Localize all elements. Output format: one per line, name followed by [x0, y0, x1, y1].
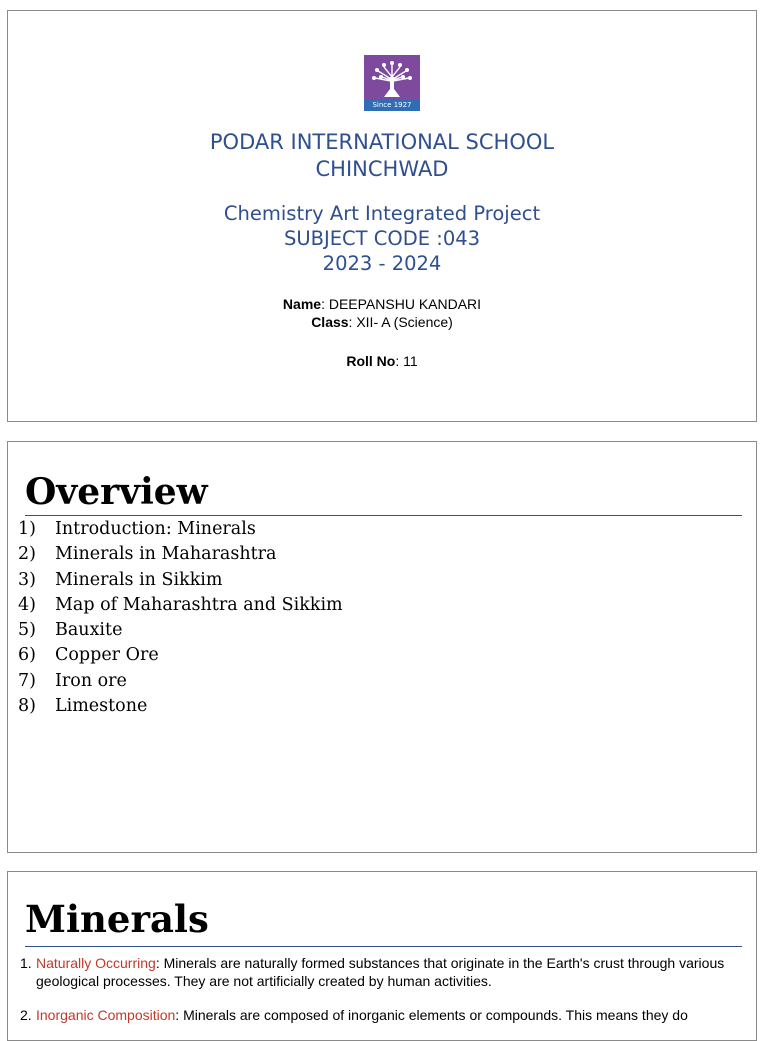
- item-text: Bauxite: [55, 620, 123, 641]
- item-number: 5): [18, 620, 36, 641]
- overview-item: [18, 643, 343, 668]
- overview-slide: [7, 441, 757, 853]
- minerals-points: [18, 954, 738, 1040]
- class-label: Class: [311, 314, 349, 330]
- overview-item: [18, 669, 343, 694]
- overview-item: [18, 517, 343, 542]
- name-label: Name: [282, 296, 322, 312]
- mineral-point: [18, 954, 738, 990]
- overview-item: [18, 618, 343, 643]
- point-number: 2.: [20, 1007, 32, 1023]
- point-term: Naturally Occurring: [36, 955, 156, 971]
- class-value: : XII- A (Science): [348, 314, 453, 330]
- project-title: Chemistry Art Integrated Project: [223, 202, 541, 225]
- roll-label: Roll No: [346, 353, 396, 369]
- item-number: 1): [18, 519, 36, 539]
- item-number: 8): [18, 696, 36, 717]
- item-text: Minerals in Maharashtra: [55, 544, 277, 565]
- item-number: 3): [18, 569, 36, 590]
- tree-icon: [364, 55, 420, 99]
- roll-value: : 11: [395, 353, 418, 369]
- student-name: [8, 295, 756, 313]
- item-text: Limestone: [55, 696, 148, 717]
- item-text: Minerals in Sikkim: [55, 569, 223, 590]
- school-name-line1: PODAR INTERNATIONAL SCHOOL: [209, 130, 555, 154]
- student-roll: [8, 352, 756, 370]
- overview-item: [18, 568, 343, 593]
- academic-year: 2023 - 2024: [322, 252, 442, 275]
- item-text: Map of Maharashtra and Sikkim: [55, 594, 343, 615]
- title-slide: [7, 10, 757, 422]
- point-number: 1.: [20, 955, 32, 971]
- name-value: : DEEPANSHU KANDARI: [321, 296, 482, 312]
- point-text: : Minerals are composed of inorganic elements or compounds. This means they do: [175, 1007, 688, 1023]
- overview-title: Overview: [25, 471, 208, 513]
- school-name-line2: CHINCHWAD: [315, 157, 449, 181]
- school-logo: [364, 55, 420, 111]
- item-text: Copper Ore: [55, 645, 159, 666]
- item-number: 4): [18, 594, 36, 615]
- overview-item: [18, 694, 343, 719]
- minerals-title: Minerals: [25, 897, 209, 941]
- title-divider: [25, 946, 742, 947]
- item-number: 2): [18, 544, 36, 565]
- point-term: Inorganic Composition: [36, 1007, 176, 1023]
- school-name: [8, 129, 756, 183]
- mineral-point: [18, 1006, 738, 1024]
- overview-list: [18, 517, 343, 719]
- item-number: 6): [18, 645, 36, 666]
- project-info: [8, 201, 756, 276]
- overview-item: [18, 593, 343, 618]
- overview-item: [18, 542, 343, 567]
- minerals-slide: [7, 871, 757, 1041]
- item-text: Iron ore: [55, 670, 127, 691]
- student-class: [8, 313, 756, 331]
- subject-code: SUBJECT CODE :043: [283, 227, 481, 250]
- title-divider: [25, 515, 742, 516]
- logo-caption: Since 1927: [364, 99, 420, 111]
- point-text: : Minerals are naturally formed substances that originate in the Earth's crust through various geological processes. They are not artificially created by human activities.: [36, 955, 725, 989]
- item-number: 7): [18, 670, 36, 691]
- item-text: Introduction: Minerals: [55, 519, 256, 539]
